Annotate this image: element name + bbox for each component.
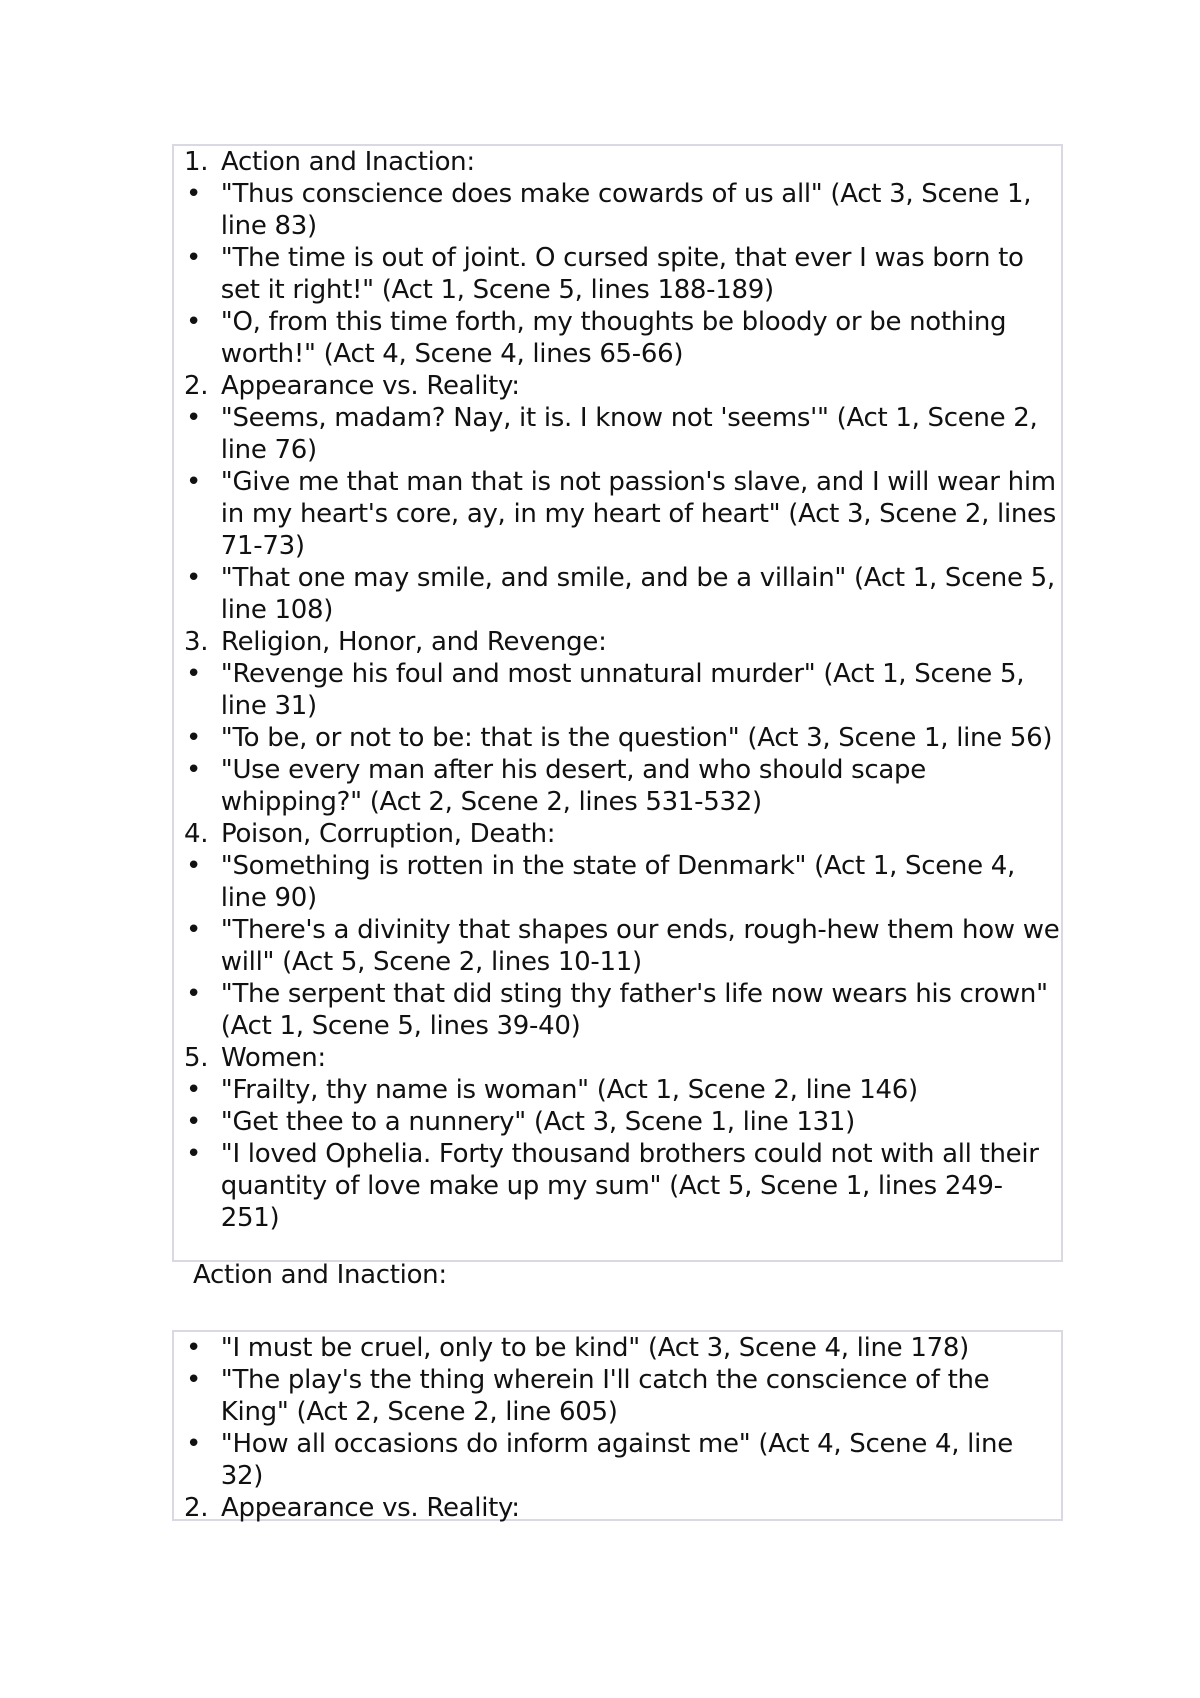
quote-text: "Get thee to a nunnery" (Act 3, Scene 1, line 131) xyxy=(220,1107,855,1137)
section-title: Action and Inaction: xyxy=(221,147,475,177)
section-title: Religion, Honor, and Revenge: xyxy=(221,627,607,657)
quote-text: "The play's the thing wherein I'll catch the conscience of the King" (Act 2, Scene 2, line 605) xyxy=(220,1365,990,1427)
list-item xyxy=(184,1106,1061,1138)
quote-text: "Seems, madam? Nay, it is. I know not 'seems'" (Act 1, Scene 2, line 76) xyxy=(220,403,1038,465)
list-item xyxy=(184,850,1061,914)
quote-text: "I must be cruel, only to be kind" (Act 3, Scene 4, line 178) xyxy=(220,1333,969,1363)
list-item xyxy=(184,658,1061,722)
section-number: 4. xyxy=(184,819,209,849)
bullet-icon: • xyxy=(186,755,202,785)
list-item xyxy=(184,178,1061,242)
list-item xyxy=(184,1138,1061,1234)
section-heading xyxy=(184,370,1061,402)
quote-text: "Thus conscience does make cowards of us all" (Act 3, Scene 1, line 83) xyxy=(220,179,1032,241)
bullet-icon: • xyxy=(186,403,202,433)
quote-text: "Something is rotten in the state of Denmark" (Act 1, Scene 4, line 90) xyxy=(220,851,1015,913)
section-title: Appearance vs. Reality: xyxy=(221,371,520,401)
section-title: Women: xyxy=(221,1043,326,1073)
section-heading xyxy=(184,1042,1061,1074)
list-item xyxy=(184,978,1061,1042)
quote-text: "Frailty, thy name is woman" (Act 1, Scene 2, line 146) xyxy=(220,1075,918,1105)
section-number: 3. xyxy=(184,627,209,657)
section-heading xyxy=(184,818,1061,850)
section-number: 1. xyxy=(184,147,209,177)
list-item xyxy=(184,754,1061,818)
bullet-icon: • xyxy=(186,851,202,881)
list-item xyxy=(184,1364,1061,1428)
bullet-icon: • xyxy=(186,243,202,273)
bullet-icon: • xyxy=(186,467,202,497)
quote-text: "To be, or not to be: that is the question" (Act 3, Scene 1, line 56) xyxy=(220,723,1053,753)
section-heading xyxy=(184,626,1061,658)
bullet-icon: • xyxy=(186,1139,202,1169)
bullet-icon: • xyxy=(186,1107,202,1137)
quotes-box-main xyxy=(172,144,1063,1262)
quotes-box-secondary xyxy=(172,1330,1063,1521)
quote-text: "How all occasions do inform against me" (Act 4, Scene 4, line 32) xyxy=(220,1429,1013,1491)
list-item xyxy=(184,402,1061,466)
list-item xyxy=(184,466,1061,562)
quote-text: "Give me that man that is not passion's slave, and I will wear him in my heart's core, ay, in my heart of heart" (Act 3, Scene 2, lines 71-73) xyxy=(220,467,1056,561)
bullet-icon: • xyxy=(186,1075,202,1105)
list-item xyxy=(184,1428,1061,1492)
bullet-icon: • xyxy=(186,723,202,753)
bullet-icon: • xyxy=(186,979,202,1009)
floating-section-heading: Action and Inaction: xyxy=(193,1260,447,1290)
bullet-icon: • xyxy=(186,563,202,593)
section-heading xyxy=(184,1492,1061,1524)
list-item xyxy=(184,562,1061,626)
quote-text: "Use every man after his desert, and who should scape whipping?" (Act 2, Scene 2, lines 531-532) xyxy=(220,755,926,817)
list-item xyxy=(184,306,1061,370)
section-number: 2. xyxy=(184,371,209,401)
quote-text: "There's a divinity that shapes our ends, rough-hew them how we will" (Act 5, Scene 2, lines 10-11) xyxy=(220,915,1060,977)
section-number: 2. xyxy=(184,1493,209,1523)
quote-text: "The time is out of joint. O cursed spite, that ever I was born to set it right!" (Act 1, Scene 5, lines 188-189) xyxy=(220,243,1024,305)
bullet-icon: • xyxy=(186,1333,202,1363)
quote-text: "Revenge his foul and most unnatural murder" (Act 1, Scene 5, line 31) xyxy=(220,659,1025,721)
quote-text: "That one may smile, and smile, and be a villain" (Act 1, Scene 5, line 108) xyxy=(220,563,1055,625)
bullet-icon: • xyxy=(186,659,202,689)
section-title: Poison, Corruption, Death: xyxy=(221,819,556,849)
quote-text: "The serpent that did sting thy father's life now wears his crown" (Act 1, Scene 5, lines 39-40) xyxy=(220,979,1048,1041)
quote-text: "O, from this time forth, my thoughts be bloody or be nothing worth!" (Act 4, Scene 4, lines 65-66) xyxy=(220,307,1007,369)
section-title: Appearance vs. Reality: xyxy=(221,1493,520,1523)
bullet-icon: • xyxy=(186,1429,202,1459)
list-item xyxy=(184,1332,1061,1364)
bullet-icon: • xyxy=(186,1365,202,1395)
list-item xyxy=(184,242,1061,306)
list-item xyxy=(184,722,1061,754)
section-heading xyxy=(184,146,1061,178)
list-item xyxy=(184,1074,1061,1106)
quote-text: "I loved Ophelia. Forty thousand brothers could not with all their quantity of love make up my sum" (Act 5, Scene 1, lines 249-251) xyxy=(220,1139,1039,1233)
section-number: 5. xyxy=(184,1043,209,1073)
bullet-icon: • xyxy=(186,915,202,945)
list-item xyxy=(184,914,1061,978)
bullet-icon: • xyxy=(186,179,202,209)
bullet-icon: • xyxy=(186,307,202,337)
